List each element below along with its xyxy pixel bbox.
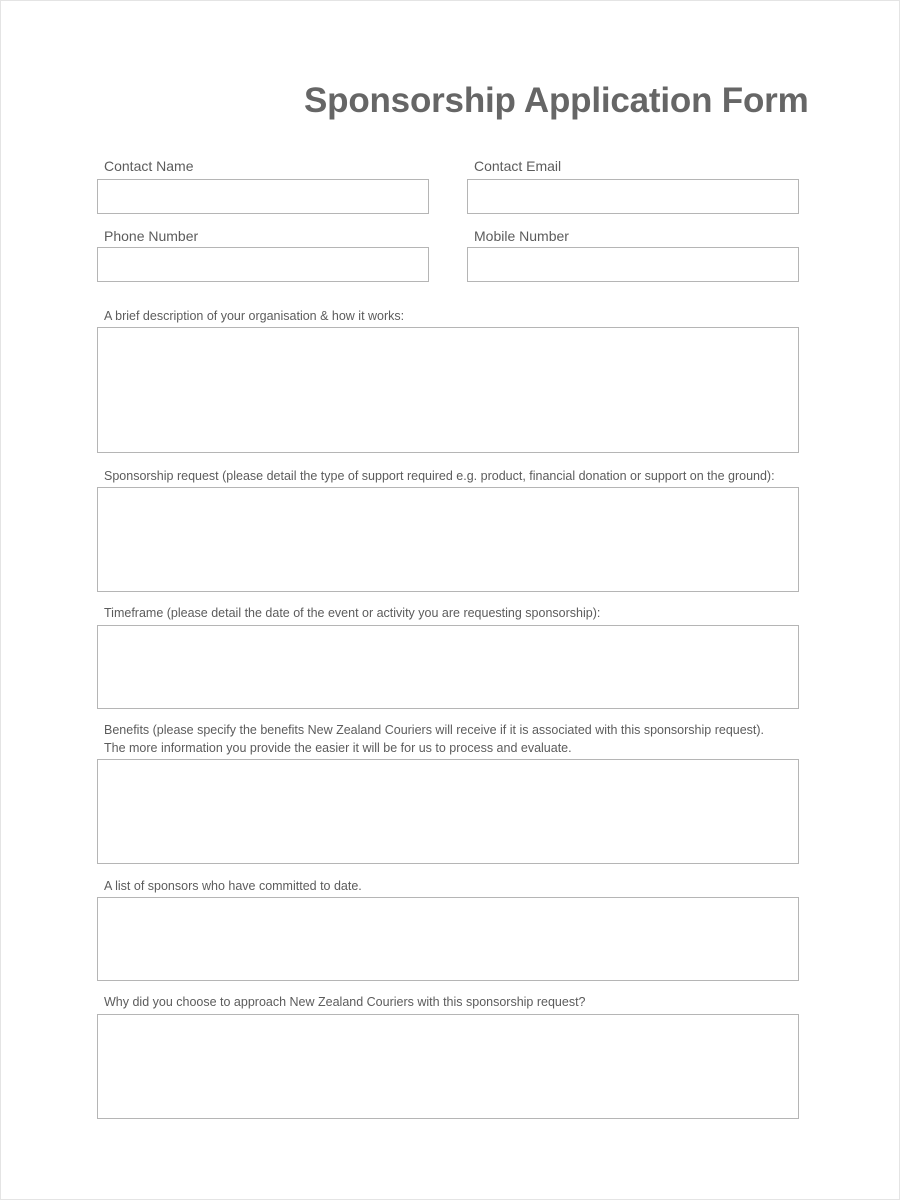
timeframe-textarea[interactable]	[97, 625, 799, 709]
why-approach-textarea[interactable]	[97, 1014, 799, 1119]
organisation-description-textarea[interactable]	[97, 327, 799, 453]
phone-number-input[interactable]	[97, 247, 429, 282]
contact-name-label: Contact Name	[104, 158, 194, 174]
sponsors-list-textarea[interactable]	[97, 897, 799, 981]
mobile-number-input[interactable]	[467, 247, 799, 282]
organisation-description-label: A brief description of your organisation & how it works:	[104, 309, 405, 323]
contact-email-input[interactable]	[467, 179, 799, 214]
timeframe-label: Timeframe (please detail the date of the event or activity you are requesting sponsorship):	[104, 606, 601, 620]
benefits-textarea[interactable]	[97, 759, 799, 864]
benefits-label-line1: Benefits (please specify the benefits New Zealand Couriers will receive if it is associated with this sponsorship request).	[104, 723, 765, 737]
benefits-label-line2: The more information you provide the easier it will be for us to process and evaluate.	[104, 741, 572, 755]
contact-email-label: Contact Email	[474, 158, 562, 174]
why-approach-label: Why did you choose to approach New Zealand Couriers with this sponsorship request?	[104, 995, 586, 1009]
sponsorship-request-label: Sponsorship request (please detail the type of support required e.g. product, financial donation or support on the ground):	[104, 469, 775, 483]
contact-name-input[interactable]	[97, 179, 429, 214]
sponsors-list-label: A list of sponsors who have committed to date.	[104, 879, 362, 893]
mobile-number-label: Mobile Number	[474, 228, 569, 244]
phone-number-label: Phone Number	[104, 228, 199, 244]
form-title: Sponsorship Application Form	[304, 81, 809, 120]
sponsorship-request-textarea[interactable]	[97, 487, 799, 592]
